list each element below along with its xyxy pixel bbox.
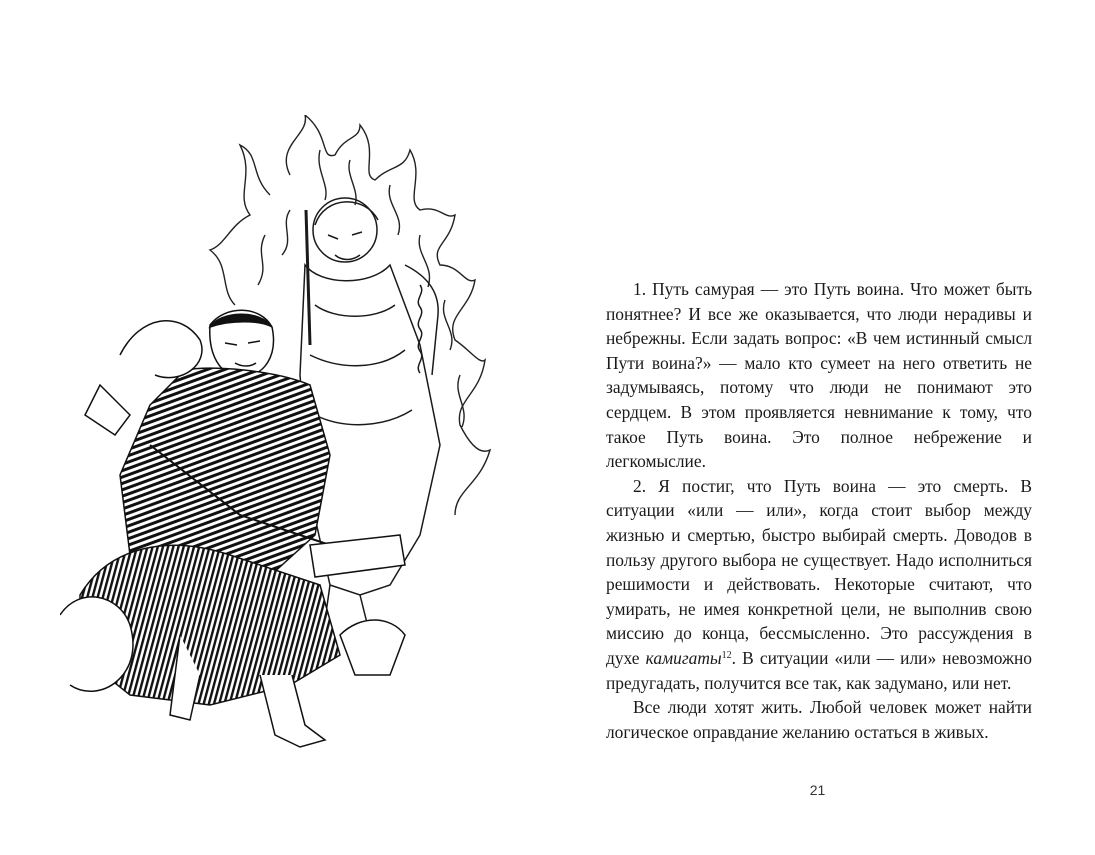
paragraph-1: 1. Путь самурая — это Путь воина. Что может быть понятнее? И все же оказывается, что люди нерадивы и небрежны. Если задать вопрос: «В чем истинный смысл Пути воина?» — мало кто сумеет на него ответить не задумываясь, потому что люди не понимают это сердцем. В этом проявляется невнимание к тому, что такое Путь воина. Это полное небрежение и легкомыслие. (606, 279, 1032, 472)
body-text (606, 277, 1032, 744)
samurai-figure (60, 310, 405, 747)
paragraph-2 (606, 474, 1032, 695)
page-number: 21 (809, 782, 826, 798)
paragraph-2-text-a: 2. Я постиг, что Путь воина — это смерть. В ситуации «или — или», когда стоит выбор между жизнью и смертью, быстро выбирай смерть. Доводов в пользу другого выбора не существует. Надо исполниться решимости и действовать. Некоторые считают, что умирать, не имея конкретной цели, не выполнив свою миссию до конца, бессмысленно. Это рассуждения в духе (606, 475, 1032, 668)
samurai-illustration (60, 115, 530, 780)
footnote-marker: 12 (721, 649, 732, 661)
italic-term: камигаты (645, 647, 722, 668)
paragraph-2-text-b: . В ситуации «или — или» невозможно предугадать, получится все так, как задумано, или нет. (606, 647, 1032, 693)
paragraph-3: Все люди хотят жить. Любой человек может найти логическое оправдание желанию остаться в живых. (606, 697, 1032, 742)
